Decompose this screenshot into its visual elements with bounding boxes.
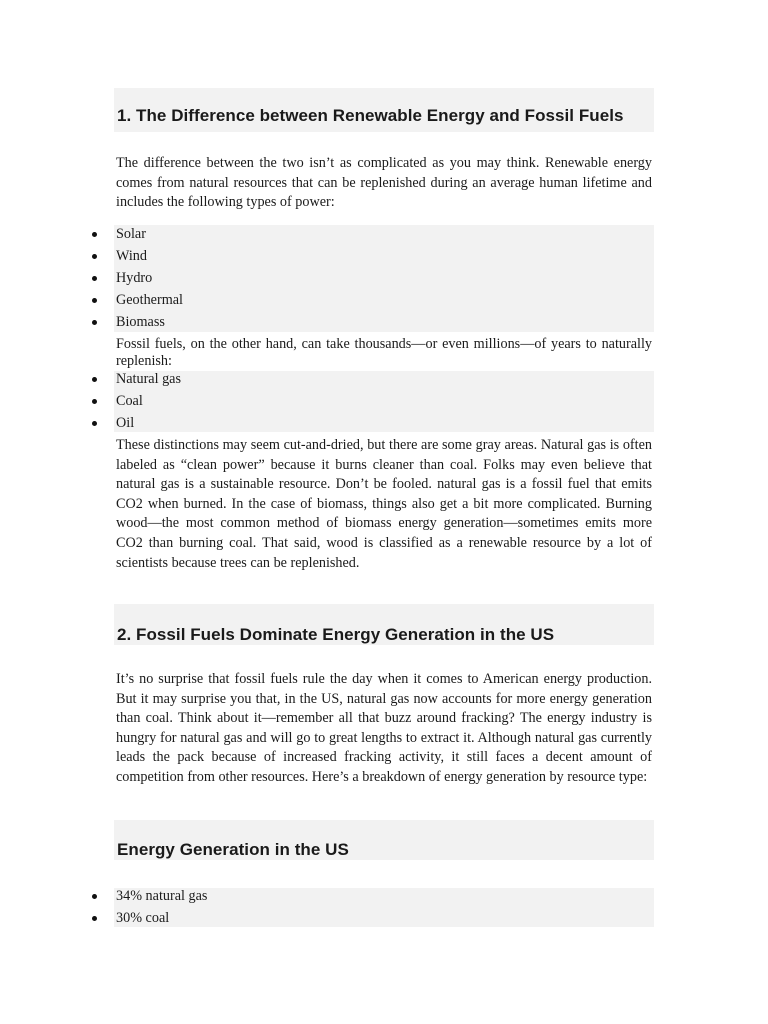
section-1-intro-paragraph: The difference between the two isn’t as complicated as you may think. Renewable energy comes from natural resources that can be replenished during an average human lifetime and includes the following types of power: bbox=[116, 155, 652, 211]
bullet-icon bbox=[92, 254, 97, 259]
bullet-icon bbox=[92, 421, 97, 426]
list-item: Oil bbox=[0, 412, 181, 434]
section-2-heading: 2. Fossil Fuels Dominate Energy Generation in the US bbox=[117, 625, 555, 644]
list-item: Wind bbox=[0, 245, 183, 267]
list-item: Natural gas bbox=[0, 368, 181, 390]
section-3-heading: Energy Generation in the US bbox=[117, 840, 349, 859]
energy-generation-list bbox=[0, 885, 207, 929]
bullet-icon bbox=[92, 232, 97, 237]
fossils-list bbox=[0, 368, 181, 434]
fossils-list-band bbox=[114, 371, 654, 432]
section-2-heading-band bbox=[114, 604, 654, 645]
bullet-icon bbox=[92, 894, 97, 899]
section-3-heading-band bbox=[114, 820, 654, 860]
bullet-icon bbox=[92, 276, 97, 281]
bullet-icon bbox=[92, 399, 97, 404]
section-2-paragraph: It’s no surprise that fossil fuels rule the day when it comes to American energy production. But it may surprise you that, in the US, natural gas now accounts for more energy generation than coal. Think about it—remember all that buzz around fracking? The energy industry is hungry for natural gas and will go to great lengths to extract it. Although natural gas currently leads the pack because of increased fracking activity, it still faces a decent amount of competition from other resources. Here’s a breakdown of energy generation by resource type: bbox=[116, 671, 652, 785]
bullet-icon bbox=[92, 320, 97, 325]
bullet-icon bbox=[92, 377, 97, 382]
list-item: Coal bbox=[0, 390, 181, 412]
section-1-heading: 1. The Difference between Renewable Energy and Fossil Fuels bbox=[117, 106, 624, 125]
renewables-list-band bbox=[114, 225, 654, 332]
list-item: Biomass bbox=[0, 311, 183, 333]
list-item: Geothermal bbox=[0, 289, 183, 311]
bullet-icon bbox=[92, 916, 97, 921]
renewables-list bbox=[0, 223, 183, 333]
list-item: 30% coal bbox=[0, 907, 207, 929]
list-item: Solar bbox=[0, 223, 183, 245]
section-1-heading-band bbox=[114, 88, 654, 132]
distinctions-paragraph: These distinctions may seem cut-and-dried, but there are some gray areas. Natural gas is often labeled as “clean power” because it burns cleaner than coal. Folks may even believe that natural gas is a sustainable resource. Don’t be fooled. natural gas is a fossil fuel that emits CO2 when burned. In the case of biomass, things also get a bit more complicated. Burning wood—the most common method of biomass energy generation—sometimes emits more CO2 than burning coal. That said, wood is classified as a renewable resource by a lot of scientists because trees can be replenished. bbox=[116, 437, 652, 571]
list-item: 34% natural gas bbox=[0, 885, 207, 907]
fossil-intro-paragraph: Fossil fuels, on the other hand, can take thousands—or even millions—of years to naturally replenish: bbox=[116, 336, 652, 369]
list-item: Hydro bbox=[0, 267, 183, 289]
bullet-icon bbox=[92, 298, 97, 303]
